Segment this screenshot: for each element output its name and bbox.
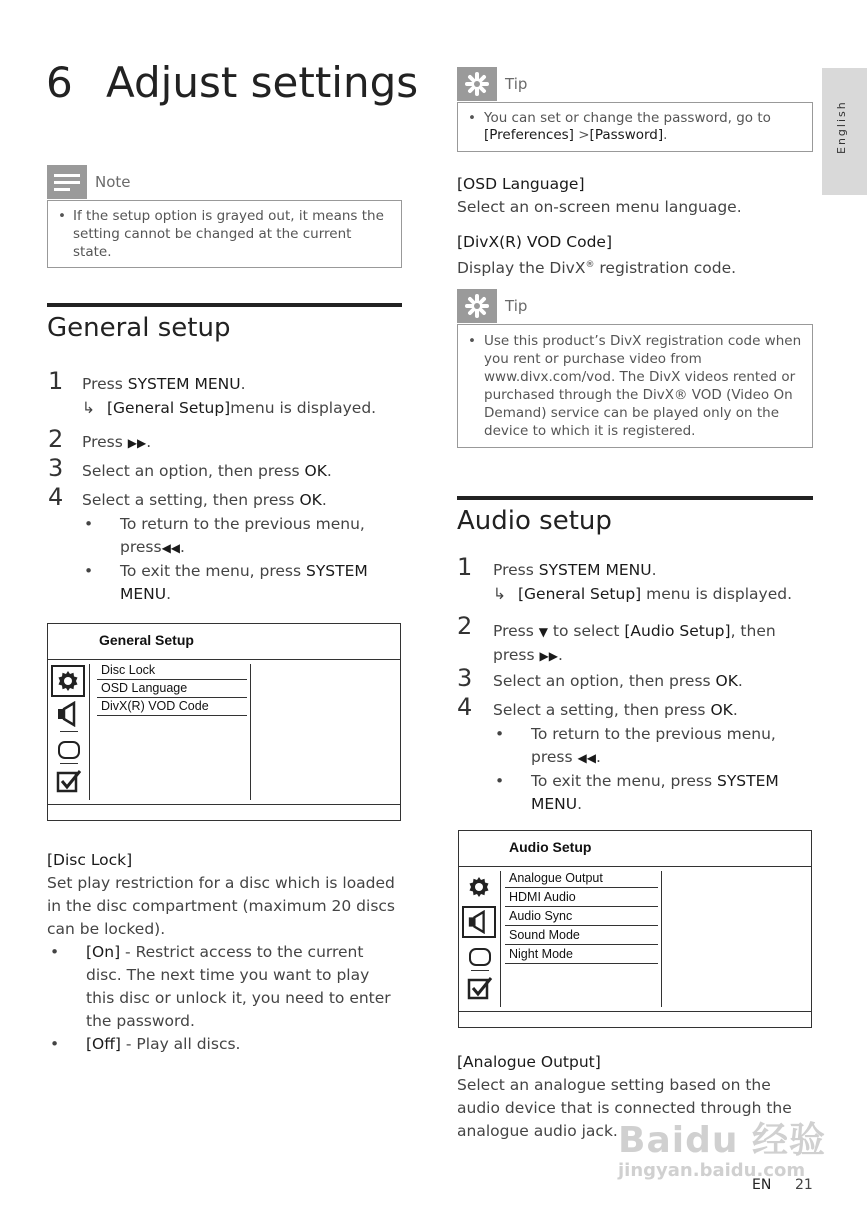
section-rule <box>47 303 402 307</box>
divx-heading: [DivX(R) VOD Code] <box>457 233 612 251</box>
gear-icon <box>51 665 85 697</box>
step-text: Select an option, then press OK. <box>493 672 743 690</box>
note-label: Note <box>95 173 131 191</box>
chapter-number: 6 <box>46 58 73 107</box>
disc-lock-option: • [On] - Restrict access to the current disc. The next time you want to play this disc or unlock it, you need to enter the password. <box>50 943 391 1030</box>
step-result: ↳ [General Setup]menu is displayed. <box>82 399 377 417</box>
note-icon <box>47 165 87 199</box>
step-text: Select an option, then press OK. <box>82 462 332 480</box>
step-text: Press ▼ to select [Audio Setup], then press ▶▶. <box>493 622 776 664</box>
footer-lang: EN <box>752 1177 772 1193</box>
disc-lock-text: Set play restriction for a disc which is loaded in the disc compartment (maximum 20 discs can be locked). <box>47 874 395 938</box>
sub-bullet: • To return to the previous menu, press ◀◀. • To exit the menu, press SYSTEM MENU. <box>495 725 779 813</box>
osd-heading: [OSD Language] <box>457 175 585 193</box>
disc-lock-option: • [Off] - Play all discs. <box>50 1035 241 1053</box>
osd-text: Select an on-screen menu language. <box>457 198 742 216</box>
speaker-icon <box>462 906 496 938</box>
menu-item[interactable]: Audio Sync <box>505 907 658 926</box>
step-text: Select a setting, then press OK. <box>493 701 738 719</box>
general-setup-title: General setup <box>47 313 231 343</box>
tip-text: Use this product’s DivX registration code when you rent or purchase video from www.divx.com/vod. The DivX videos rented or purchased through the DivX® VOD (Video On Demand) service can be played only on the device to which it is registered. <box>484 333 802 439</box>
tip-label: Tip <box>505 75 528 93</box>
menu-item[interactable]: HDMI Audio <box>505 888 658 907</box>
note-block <box>47 166 402 268</box>
language-tab-label: English <box>835 100 848 154</box>
osd-section <box>457 173 813 219</box>
analogue-text: Select an analogue setting based on the audio device that is connected through the analogue audio jack. <box>457 1076 792 1140</box>
section-rule <box>457 496 813 500</box>
general-setup-menu <box>47 623 401 821</box>
video-icon <box>57 739 81 765</box>
menu-title: General Setup <box>99 632 194 648</box>
tip-body: • Use this product’s DivX registration code when you rent or purchase video from www.divx.com/vod. The DivX videos rented or purchased through the DivX® VOD (Video On Demand) service can be played only on the device to which it is registered. <box>457 324 813 448</box>
step-result: ↳ [General Setup] menu is displayed. <box>493 585 793 603</box>
step-number: 2 <box>457 612 473 640</box>
divx-text: Display the DivX® registration code. <box>457 259 737 278</box>
menu-title: Audio Setup <box>509 839 592 855</box>
disc-lock-section <box>47 849 397 1056</box>
tip-body: • You can set or change the password, go to [Preferences] >[Password]. <box>457 102 813 152</box>
audio-setup-menu <box>458 830 812 1028</box>
menu-item[interactable]: Night Mode <box>505 945 658 964</box>
menu-item[interactable]: OSD Language <box>97 680 247 698</box>
step-number: 4 <box>457 693 473 721</box>
tip-icon <box>457 289 497 323</box>
step-number: 2 <box>48 425 64 453</box>
analogue-heading: [Analogue Output] <box>457 1053 601 1071</box>
disc-lock-heading: [Disc Lock] <box>47 851 133 869</box>
step-number: 1 <box>48 367 64 395</box>
step-number: 3 <box>48 454 64 482</box>
tip-block <box>457 290 813 448</box>
step-text: Press SYSTEM MENU. <box>493 561 657 579</box>
sub-bullet: • To return to the previous menu, press◀◀. • To exit the menu, press SYSTEM MENU. <box>84 515 368 603</box>
note-body: • If the setup option is grayed out, it means the setting cannot be changed at the current state. <box>47 200 402 268</box>
step-number: 3 <box>457 664 473 692</box>
divx-section <box>457 231 813 280</box>
tip-block <box>457 68 813 152</box>
menu-item[interactable]: Analogue Output <box>505 869 658 888</box>
step-text: Press SYSTEM MENU. <box>82 375 246 393</box>
watermark-logo: Baidu 经验 <box>618 1120 827 1161</box>
chapter-title: Adjust settings <box>106 58 419 107</box>
language-tab <box>822 68 867 195</box>
step-number: 4 <box>48 483 64 511</box>
speaker-icon <box>56 701 82 731</box>
menu-item[interactable]: DivX(R) VOD Code <box>97 698 247 716</box>
gear-icon <box>467 875 491 903</box>
tip-label: Tip <box>505 297 528 315</box>
preferences-check-icon <box>56 768 82 798</box>
tip-icon <box>457 67 497 101</box>
step-number: 1 <box>457 553 473 581</box>
audio-setup-title: Audio setup <box>457 506 612 536</box>
preferences-check-icon <box>467 975 493 1005</box>
menu-item[interactable]: Sound Mode <box>505 926 658 945</box>
step-text: Press ▶▶. <box>82 433 152 451</box>
menu-item[interactable]: Disc Lock <box>97 662 247 680</box>
note-header <box>47 166 402 198</box>
step-text: Select a setting, then press OK. <box>82 491 327 509</box>
note-text: If the setup option is grayed out, it means the setting cannot be changed at the current state. <box>73 208 384 260</box>
watermark-url: jingyan.baidu.com <box>618 1160 806 1181</box>
video-icon <box>468 946 492 972</box>
page-number: 21 <box>795 1177 813 1193</box>
